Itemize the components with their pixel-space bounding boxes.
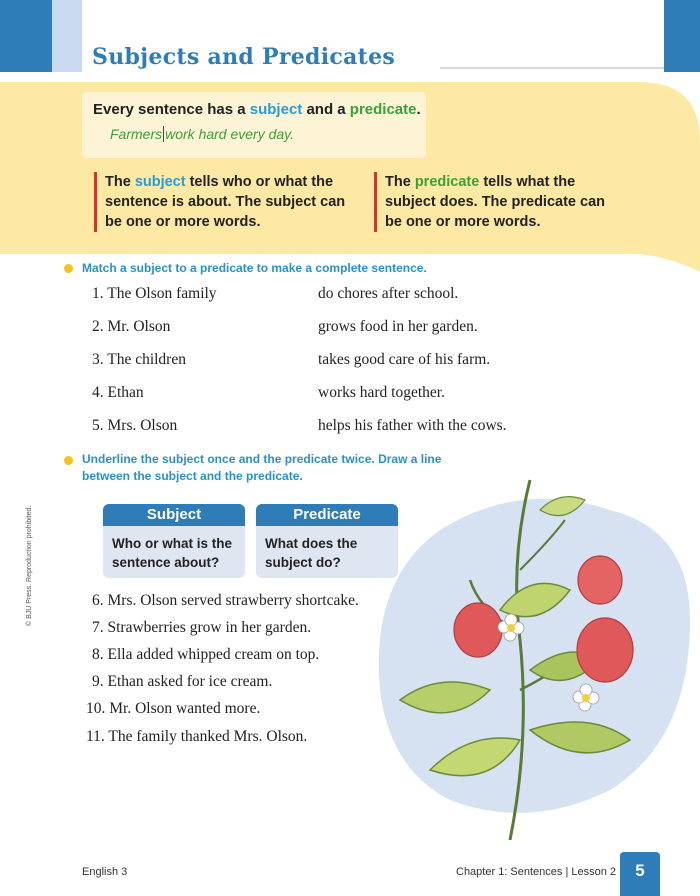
subject-card-header: Subject <box>103 504 245 526</box>
title-rule <box>440 67 664 69</box>
predicate-definition: The predicate tells what the subject does. The predicate can be one or more words. <box>374 172 605 232</box>
intro-statement: Every sentence has a subject and a predicate. <box>93 101 421 118</box>
predicate-card-header: Predicate <box>256 504 398 526</box>
bullet-icon <box>64 456 73 465</box>
practice-sentence: 9. Ethan asked for ice cream. <box>92 673 273 690</box>
subject-card <box>103 504 245 578</box>
example-sentence: Farmers work hard every day. <box>110 126 295 142</box>
match-predicate: grows food in her garden. <box>318 318 478 335</box>
subject-card-question: Who or what is the sentence about? <box>112 536 232 570</box>
match-predicate: helps his father with the cows. <box>318 417 507 434</box>
match-subject: 3. The children <box>92 351 186 368</box>
page-number: 5 <box>620 852 660 896</box>
match-subject: 2. Mr. Olson <box>92 318 171 335</box>
strawberry-plant-illustration <box>360 440 700 840</box>
header-tab-right <box>664 0 700 72</box>
header-tab-light <box>52 0 82 72</box>
footer-course: English 3 <box>82 866 128 878</box>
divider-line <box>163 126 164 142</box>
match-subject: 1. The Olson family <box>92 285 217 302</box>
header-tab-dark <box>0 0 52 72</box>
practice-sentence: 6. Mrs. Olson served strawberry shortcake. <box>92 592 359 609</box>
practice-sentence: 10. Mr. Olson wanted more. <box>86 700 261 717</box>
copyright-notice: © BJU Press. Reproduction prohibited. <box>26 505 33 626</box>
match-subject: 5. Mrs. Olson <box>92 417 178 434</box>
subject-definition: The subject tells who or what the sentence is about. The subject can be one or more words. <box>94 172 355 232</box>
practice-sentence: 8. Ella added whipped cream on top. <box>92 646 320 663</box>
practice-sentence: 7. Strawberries grow in her garden. <box>92 619 312 636</box>
subject-keyword: subject <box>249 101 303 118</box>
match-predicate: do chores after school. <box>318 285 459 302</box>
practice-sentence: 11. The family thanked Mrs. Olson. <box>86 728 308 745</box>
predicate-card <box>256 504 398 578</box>
page-title: Subjects and Predicates <box>92 44 396 70</box>
predicate-card-question: What does the subject do? <box>265 536 358 570</box>
exercise1-instruction: Match a subject to a predicate to make a complete sentence. <box>82 261 427 275</box>
match-predicate: works hard together. <box>318 384 445 401</box>
bullet-icon <box>64 264 73 273</box>
match-predicate: takes good care of his farm. <box>318 351 491 368</box>
footer-chapter: Chapter 1: Sentences | Lesson 2 <box>456 866 617 878</box>
exercise2-instruction: Underline the subject once and the predicate twice. Draw a line between the subject and the predicate. <box>82 452 442 483</box>
match-subject: 4. Ethan <box>92 384 144 401</box>
predicate-keyword: predicate <box>349 101 417 118</box>
